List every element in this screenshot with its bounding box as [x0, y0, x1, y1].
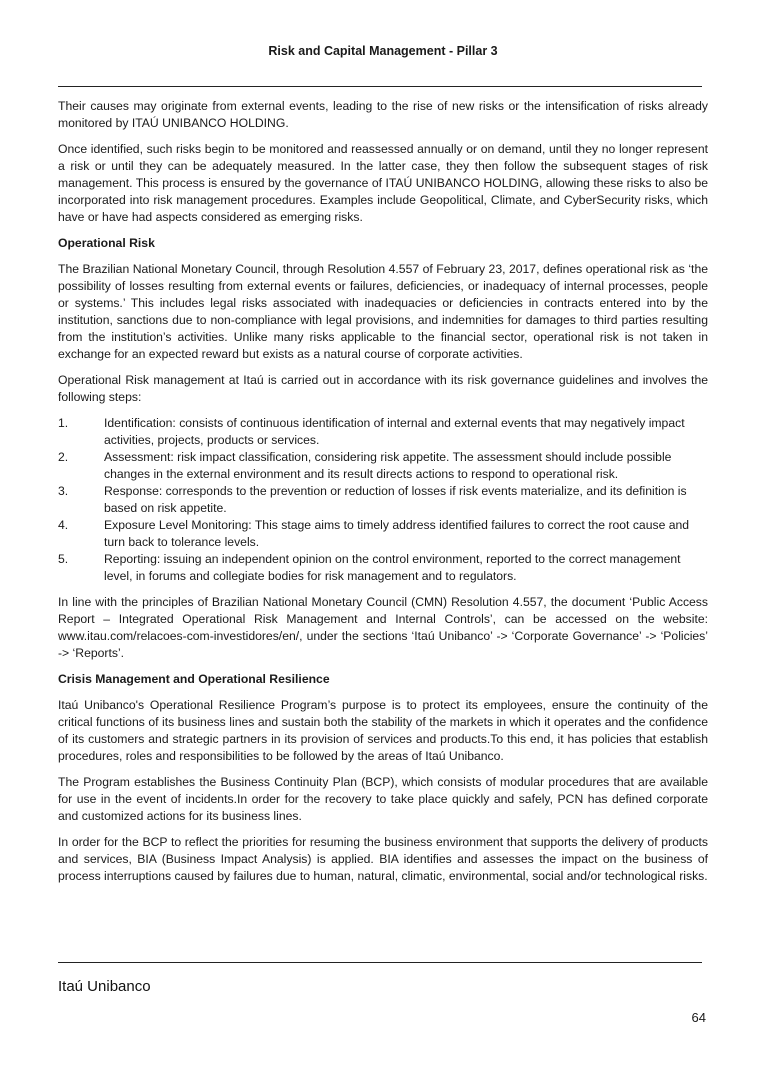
list-item-text: Exposure Level Monitoring: This stage aims to timely address identified failures to correct the root cause and turn back to tolerance levels.: [104, 518, 690, 549]
paragraph-business-continuity-plan: The Program establishes the Business Continuity Plan (BCP), which consists of modular procedures that are available for use in the event of incidents.In order for the recovery to take place quickly and safely, PCN has defined corporate and customized actions for its business lines.: [58, 775, 708, 823]
list-item-number: 5.: [58, 552, 69, 566]
list-item-number: 1.: [58, 416, 69, 430]
list-item: [58, 551, 708, 585]
paragraph-business-impact-analysis: In order for the BCP to reflect the priorities for resuming the business environment that supports the delivery of products and services, BIA (Business Impact Analysis) is applied. BIA identifies and assesses the impact on the business of process interruptions caused by failures due to human, natural, climatic, environmental, social and/or technological risks.: [58, 835, 708, 883]
list-item-text: Identification: consists of continuous identification of internal and external events that may negatively impact activities, projects, products or services.: [104, 416, 685, 447]
paragraph-public-access-report: In line with the principles of Brazilian National Monetary Council (CMN) Resolution 4.557, the document ‘Public Access Report – Integrated Operational Risk Management and Internal Controls’, can be accessed on the website: www.itau.com/relacoes-com-investidores/en/, under the sections ‘Itaú Unibanco’ -> ‘Corporate Governance’ -> ‘Policies’ -> ‘Reports’.: [58, 595, 708, 660]
list-item-number: 3.: [58, 484, 69, 498]
paragraph-emerging-monitoring: Once identified, such risks begin to be monitored and reassessed annually or on demand, until they no longer represent a risk or until they can be adequately measured. In the latter case, they then follow the subsequent stages of risk management. This process is ensured by the governance of ITAÚ UNIBANCO HOLDING, allowing these risks to also be incorporated into risk management procedures. Examples include Geopolitical, Climate, and CyberSecurity risks, which have or have had aspects considered as emerging risks.: [58, 142, 708, 224]
section-heading-operational-risk: Operational Risk: [58, 236, 155, 250]
operational-risk-steps-list: [58, 415, 708, 585]
header-divider: [58, 86, 702, 87]
list-item: [58, 449, 708, 483]
list-item-number: 2.: [58, 450, 69, 464]
list-item-text: Reporting: issuing an independent opinion on the control environment, reported to the correct management level, in forums and collegiate bodies for risk management and to regulators.: [104, 552, 681, 583]
paragraph-emerging-causes: Their causes may originate from external events, leading to the rise of new risks or the intensification of risks already monitored by ITAÚ UNIBANCO HOLDING.: [58, 99, 708, 130]
page-number: 64: [691, 1010, 706, 1025]
list-item: [58, 483, 708, 517]
list-item-text: Assessment: risk impact classification, considering risk appetite. The assessment should include possible changes in the external environment and its result directs actions to respond to operational risk.: [104, 450, 672, 481]
footer-divider: [58, 962, 702, 963]
list-item-text: Response: corresponds to the prevention or reduction of losses if risk events materialize, and its definition is based on risk appetite.: [104, 484, 687, 515]
section-heading-crisis-management: Crisis Management and Operational Resilience: [58, 672, 330, 686]
list-item: [58, 517, 708, 551]
list-item: [58, 415, 708, 449]
list-item-number: 4.: [58, 518, 69, 532]
footer-company-name: Itaú Unibanco: [58, 978, 151, 995]
paragraph-operational-definition: The Brazilian National Monetary Council, through Resolution 4.557 of February 23, 2017, defines operational risk as ‘the possibility of losses resulting from external events or failures, deficiencies, or inadequacy of internal processes, people or systems.’ This includes legal risks associated with inadequacies or deficiencies in contracts entered into by the institution, sanctions due to non-compliance with legal provisions, and indemnities for damages to third parties resulting from the institution’s activities. Unlike many risks applicable to the financial sector, operational risk is not taken in exchange for an expected reward but exists as a natural course of corporate activities.: [58, 262, 708, 361]
paragraph-resilience-program: Itaú Unibanco's Operational Resilience Program’s purpose is to protect its employees, ensure the continuity of the critical functions of its business lines and sustain both the stability of the markets in which it operates and the confidence of its customers and strategic partners in its provision of services and products.To this end, it has policies that establish procedures, roles and responsibilities to be followed by the areas of Itaú Unibanco.: [58, 698, 708, 763]
page-body: [58, 98, 708, 894]
paragraph-operational-management: Operational Risk management at Itaú is carried out in accordance with its risk governance guidelines and involves the following steps:: [58, 373, 708, 404]
page-header-title: Risk and Capital Management - Pillar 3: [268, 44, 498, 58]
